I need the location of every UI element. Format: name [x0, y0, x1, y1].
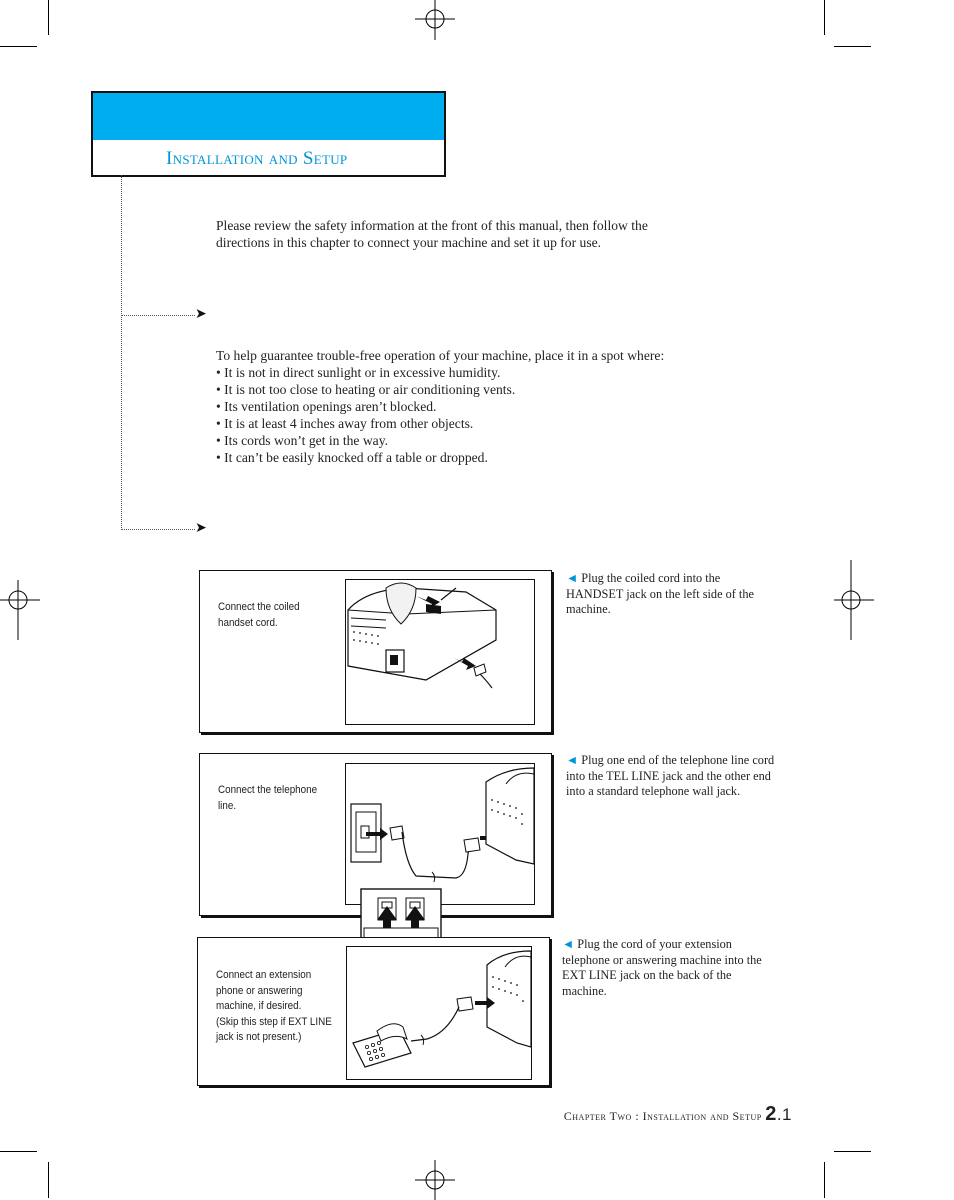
registration-mark-icon — [0, 580, 40, 640]
chapter-label: Chapter Two : Installation and Setup — [563, 1109, 762, 1123]
handset-connection-illustration — [345, 579, 535, 725]
crop-mark — [824, 1162, 825, 1198]
extension-phone-illustration — [346, 946, 532, 1080]
page-number: 2 — [765, 1103, 777, 1125]
guide-line — [121, 529, 195, 530]
list-item: • Its ventilation openings aren’t blocked. — [216, 399, 437, 414]
intro-line: directions in this chapter to connect your machine and set it up for use. — [216, 235, 602, 250]
figure-caption: Connect the coiled handset cord. — [218, 601, 300, 629]
list-item: • It is at least 4 inches away from other objects. — [216, 416, 474, 431]
arrow-right-icon: ➤ — [195, 307, 207, 322]
list-item: • Its cords won’t get in the way. — [216, 433, 389, 448]
figure-caption: Connect an extension phone or answering machine, if desired. (Skip this step if EXT LINE jack is not present.) — [216, 969, 332, 1043]
figure-extension-phone — [197, 937, 550, 1086]
guide-line — [121, 175, 122, 530]
placement-list — [216, 347, 664, 466]
telephone-line-illustration — [345, 763, 535, 905]
crop-mark — [48, 1162, 49, 1198]
instruction-text: Plug the coiled cord into the HANDSET jack on the left side of the machine. — [566, 571, 754, 616]
crop-mark — [834, 46, 871, 47]
crop-mark — [0, 46, 37, 47]
chapter-header — [91, 91, 446, 177]
intro-paragraph — [216, 217, 648, 251]
list-item: • It is not in direct sunlight or in excessive humidity. — [216, 365, 501, 380]
figure-caption: Connect the telephone line. — [218, 784, 318, 812]
triangle-left-icon: ◄ — [566, 571, 579, 585]
page-number-sub: .1 — [776, 1105, 792, 1124]
intro-line: Please review the safety information at the front of this manual, then follow the — [216, 218, 648, 233]
crop-mark — [48, 0, 49, 35]
crop-mark — [824, 0, 825, 35]
instruction-text: Plug one end of the telephone line cord into the TEL LINE jack and the other end into a standard telephone wall jack. — [566, 753, 775, 798]
arrow-right-icon: ➤ — [195, 521, 207, 536]
page-title: Installation and Setup — [166, 148, 348, 169]
list-item: • It is not too close to heating or air conditioning vents. — [216, 382, 516, 397]
instruction-note — [566, 753, 776, 800]
registration-mark-icon — [415, 0, 455, 40]
instruction-note — [562, 937, 772, 999]
placement-lead: To help guarantee trouble-free operation of your machine, place it in a spot where: — [216, 348, 665, 363]
instruction-note — [566, 571, 776, 618]
triangle-left-icon: ◄ — [562, 937, 575, 951]
crop-mark — [0, 1151, 37, 1152]
registration-mark-icon — [415, 1160, 455, 1200]
page-footer — [564, 1103, 792, 1126]
header-color-band — [93, 93, 444, 140]
guide-line — [121, 315, 195, 316]
registration-mark-icon — [834, 560, 874, 640]
triangle-left-icon: ◄ — [566, 753, 579, 767]
figure-handset — [199, 570, 552, 733]
instruction-text: Plug the cord of your extension telephone or answering machine into the EXT LINE jack on the back of the machine. — [562, 937, 762, 998]
list-item: • It can’t be easily knocked off a table or dropped. — [216, 450, 488, 465]
crop-mark — [834, 1151, 871, 1152]
